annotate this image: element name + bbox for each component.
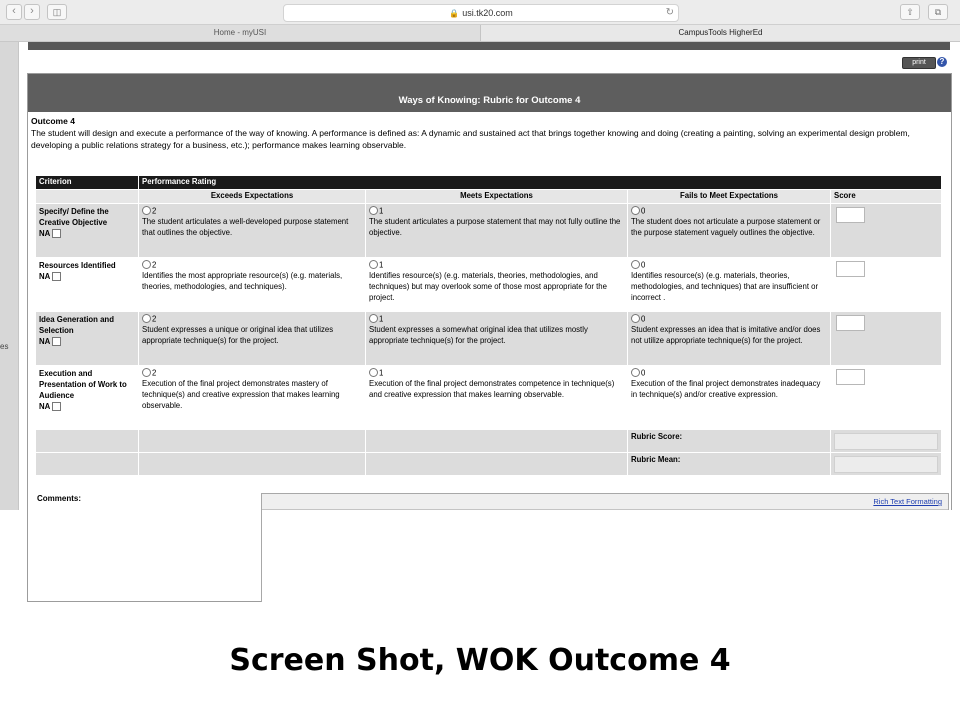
reload-icon[interactable]: ↻ xyxy=(665,7,674,18)
fails-points: 0 xyxy=(641,314,646,324)
share-icon[interactable]: ⇧ xyxy=(900,4,920,20)
meets-description: Execution of the final project demonstrates competence in technique(s) and creative expression that makes learning observable. xyxy=(369,379,615,400)
fails-points: 0 xyxy=(641,260,646,270)
table-row xyxy=(36,258,942,312)
table-row xyxy=(36,366,942,430)
rubric-table xyxy=(35,175,942,476)
tab-home-myusi[interactable]: Home - myUSI xyxy=(0,25,481,41)
na-label: NA xyxy=(39,229,51,238)
rubric-top-header xyxy=(36,176,942,190)
exceeds-points: 2 xyxy=(152,260,157,270)
table-row xyxy=(36,312,942,366)
fails-description: Execution of the final project demonstrates inadequacy in technique(s) and/or creative expression. xyxy=(631,379,821,400)
na-checkbox[interactable] xyxy=(52,272,61,281)
rubric-score-row xyxy=(36,430,942,453)
left-sidebar-fragment xyxy=(0,42,19,510)
fails-radio[interactable] xyxy=(631,368,640,377)
comments-textarea[interactable] xyxy=(262,510,952,605)
url-text: usi.tk20.com xyxy=(462,8,513,18)
na-label: NA xyxy=(39,337,51,346)
tabs-overview-icon[interactable]: ⧉ xyxy=(928,4,948,20)
header-criterion: Criterion xyxy=(36,176,139,190)
fails-description: The student does not articulate a purpose statement or the purpose statement vaguely outlines the objective. xyxy=(631,217,821,238)
exceeds-radio[interactable] xyxy=(142,368,151,377)
help-label: ? xyxy=(939,57,945,66)
sidebar-icon[interactable]: ◫ xyxy=(47,4,67,20)
na-checkbox[interactable] xyxy=(52,337,61,346)
na-label: NA xyxy=(39,402,51,411)
outcome-title: Outcome 4 xyxy=(31,116,75,126)
comments-toolbar xyxy=(262,494,948,510)
meets-radio[interactable] xyxy=(369,206,378,215)
na-checkbox[interactable] xyxy=(52,229,61,238)
outcome-description: The student will design and execute a performance of the way of knowing. A performance is defined as: A dynamic and sustained act that brings together knowing and doing (creating a painting, solving an experimental design problem, developing a public relations strategy for a business, etc.); performance makes learning observable. xyxy=(31,128,910,150)
rubric-column-header xyxy=(36,190,942,204)
header-fails: Fails to Meet Expectations xyxy=(628,190,831,204)
criterion-name: Resources Identified xyxy=(39,261,116,270)
lock-icon: 🔒 xyxy=(449,9,460,18)
exceeds-description: Execution of the final project demonstrates mastery of technique(s) and creative expression that makes learning observable. xyxy=(142,379,340,411)
browser-toolbar xyxy=(0,0,960,25)
meets-points: 1 xyxy=(379,368,384,378)
criterion-name: Execution and Presentation of Work to Audience xyxy=(39,369,127,400)
meets-description: Student expresses a somewhat original idea that utilizes mostly appropriate technique(s) for the project. xyxy=(369,325,588,346)
tab-campustools[interactable]: CampusTools HigherEd xyxy=(481,25,960,41)
header-blank xyxy=(36,190,139,204)
print-label: print xyxy=(912,59,926,66)
rubric-mean-field xyxy=(834,456,938,473)
exceeds-description: The student articulates a well-developed purpose statement that outlines the objective. xyxy=(142,217,349,238)
forward-icon[interactable]: › xyxy=(24,4,40,20)
exceeds-radio[interactable] xyxy=(142,206,151,215)
rich-text-formatting-link[interactable]: Rich Text Formatting xyxy=(873,497,942,506)
address-bar[interactable] xyxy=(283,4,679,22)
fails-radio[interactable] xyxy=(631,260,640,269)
fails-description: Identifies resource(s) (e.g. materials, theories, methodologies, and techniques) that are insufficient or incorrect . xyxy=(631,271,819,303)
help-icon[interactable] xyxy=(937,57,947,67)
exceeds-points: 2 xyxy=(152,206,157,216)
header-exceeds: Exceeds Expectations xyxy=(139,190,366,204)
fails-points: 0 xyxy=(641,206,646,216)
meets-points: 1 xyxy=(379,314,384,324)
comments-label: Comments: xyxy=(37,494,82,503)
comments-editor xyxy=(261,493,949,602)
criterion-name: Idea Generation and Selection xyxy=(39,315,114,335)
exceeds-radio[interactable] xyxy=(142,260,151,269)
score-input[interactable] xyxy=(836,261,865,277)
page-top-bar xyxy=(28,42,950,50)
criterion-name: Specify/ Define the Creative Objective xyxy=(39,207,109,227)
meets-points: 1 xyxy=(379,206,384,216)
score-input[interactable] xyxy=(836,315,865,331)
table-row xyxy=(36,204,942,258)
header-performance-rating: Performance Rating xyxy=(139,176,942,190)
print-button[interactable] xyxy=(902,57,936,69)
rubric-score-field xyxy=(834,433,938,450)
exceeds-radio[interactable] xyxy=(142,314,151,323)
panel-title: Ways of Knowing: Rubric for Outcome 4 xyxy=(28,74,951,112)
fails-radio[interactable] xyxy=(631,314,640,323)
meets-radio[interactable] xyxy=(369,368,378,377)
rubric-score-label: Rubric Score: xyxy=(631,432,683,441)
score-input[interactable] xyxy=(836,369,865,385)
fails-description: Student expresses an idea that is imitative and/or does not utilize appropriate technique(s) for the project. xyxy=(631,325,821,346)
meets-radio[interactable] xyxy=(369,314,378,323)
rubric-mean-row xyxy=(36,453,942,476)
fails-points: 0 xyxy=(641,368,646,378)
rubric-mean-label: Rubric Mean: xyxy=(631,455,681,464)
header-meets: Meets Expectations xyxy=(366,190,628,204)
sidebar-cut-text: es xyxy=(0,342,9,351)
tab-bar xyxy=(0,25,960,42)
exceeds-points: 2 xyxy=(152,368,157,378)
slide-caption: Screen Shot, WOK Outcome 4 xyxy=(229,643,731,678)
exceeds-description: Student expresses a unique or original idea that utilizes appropriate technique(s) for the project. xyxy=(142,325,334,346)
back-icon[interactable]: ‹ xyxy=(6,4,22,20)
exceeds-points: 2 xyxy=(152,314,157,324)
score-input[interactable] xyxy=(836,207,865,223)
fails-radio[interactable] xyxy=(631,206,640,215)
na-checkbox[interactable] xyxy=(52,402,61,411)
header-score: Score xyxy=(831,190,942,204)
meets-radio[interactable] xyxy=(369,260,378,269)
exceeds-description: Identifies the most appropriate resource(s) (e.g. materials, theories, methodologies, and techniques). xyxy=(142,271,343,292)
meets-description: The student articulates a purpose statement that may not fully outline the objective. xyxy=(369,217,621,238)
meets-points: 1 xyxy=(379,260,384,270)
na-label: NA xyxy=(39,272,51,281)
meets-description: Identifies resource(s) (e.g. materials, theories, methodologies, and techniques) but may overlook some of those most appropriate for the project. xyxy=(369,271,607,303)
